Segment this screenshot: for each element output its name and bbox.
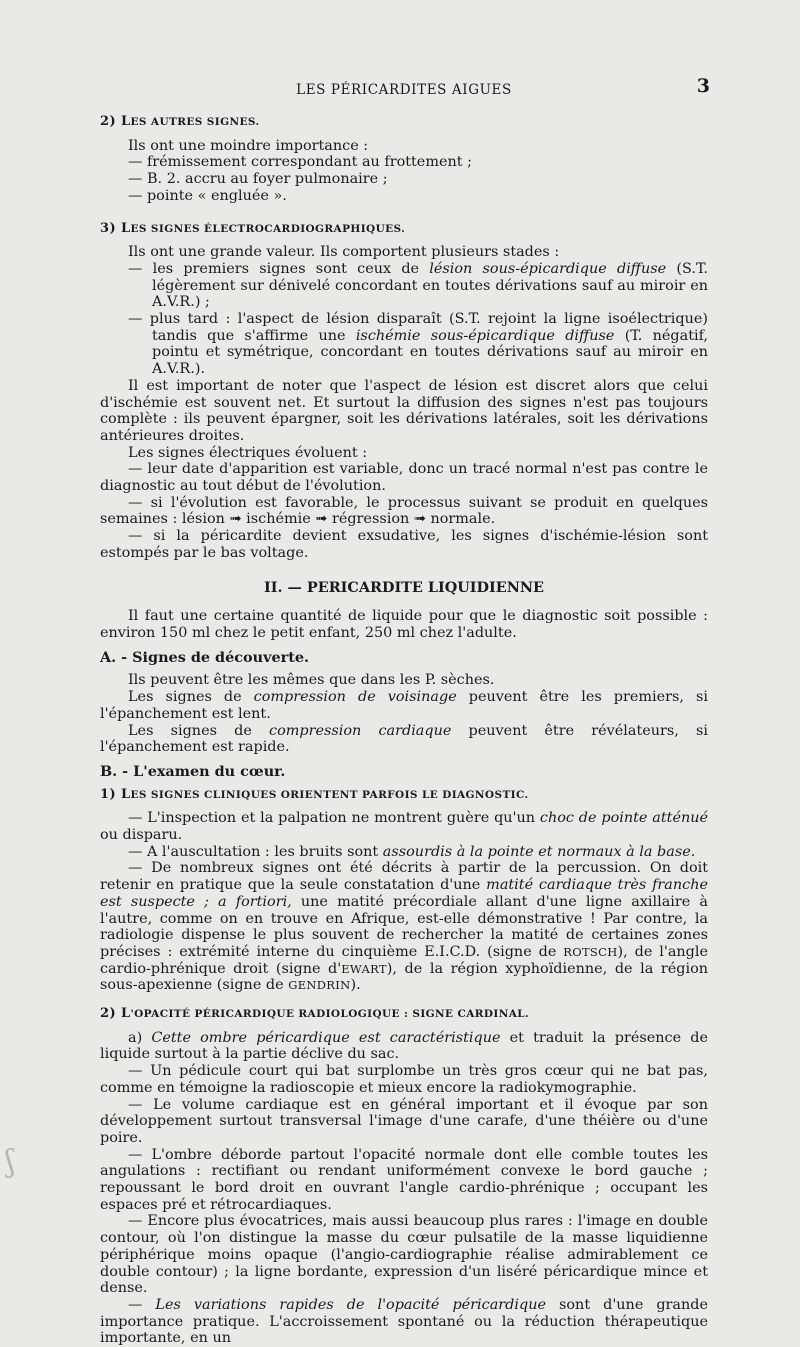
list-item: — les premiers signes sont ceux de lésion sous-épicardique diffuse (S.T. légèrement sur dénivelé concordant en toutes dérivations sauf au miroir en A.V.R.) ; bbox=[128, 260, 709, 311]
heading-examen-coeur: B. - L'examen du cœur. bbox=[100, 762, 286, 780]
paragraph: a) Cette ombre péricardique est caractéristique et traduit la présence de liquide surtout à la partie déclive du sac. bbox=[100, 1029, 708, 1063]
paragraph: Il est important de noter que l'aspect de lésion est discret alors que celui d'ischémie est souvent net. Et surtout la diffusion des signes n'est pas toujours complète : ils peuvent épargner, soit les dérivations latérales, soit les dérivations antérieures droites. bbox=[100, 377, 708, 444]
paragraph: Il faut une certaine quantité de liquide pour que le diagnostic soit possible : environ 150 ml chez le petit enfant, 250 ml chez l'adulte. bbox=[100, 608, 708, 641]
heading-signes-ecg: 3) LES SIGNES ÉLECTROCARDIOGRAPHIQUES. bbox=[100, 220, 406, 236]
paragraph: Ils peuvent être les mêmes que dans les P. sèches. bbox=[128, 672, 495, 689]
chapter-heading: II. — PERICARDITE LIQUIDIENNE bbox=[264, 578, 544, 596]
heading-opacite-pericardique: 2) L'OPACITÉ PÉRICARDIQUE RADIOLOGIQUE : SIGNE CARDINAL. bbox=[100, 1006, 530, 1022]
paragraph: — Encore plus évocatrices, mais aussi beaucoup plus rares : l'image en double contour, où l'on distingue la masse du cœur pulsatile de la masse liquidienne périphérique moins opaque (l'angio-cardiographie réalise admirablement ce double contour) ; la ligne bordante, expression d'un liséré péricardique mince et dense. bbox=[100, 1213, 708, 1297]
paragraph: — si l'évolution est favorable, le processus suivant se produit en quelques semaines : lésion ➟ ischémie ➟ régression ➟ normale. bbox=[100, 494, 708, 528]
paragraph: — leur date d'apparition est variable, donc un tracé normal n'est pas contre le diagnostic au tout début de l'évolution. bbox=[100, 461, 708, 495]
paragraph: Ils ont une moindre importance : bbox=[128, 137, 369, 154]
paragraph: — L'inspection et la palpation ne montrent guère qu'un choc de pointe atténué ou disparu. bbox=[100, 810, 709, 844]
heading-signes-decouverte: A. - Signes de découverte. bbox=[100, 648, 310, 666]
list-item: — plus tard : l'aspect de lésion disparaît (S.T. rejoint la ligne isoélectrique) tandis que s'affirme une ischémie sous-épicardique diffuse (T. négatif, pointu et symétrique, concordant en toutes dérivations sauf au miroir en A.V.R.). bbox=[128, 311, 709, 378]
paragraph: — Les variations rapides de l'opacité péricardique sont d'une grande importance pratique. L'accroissement spontané ou la réduction thérapeutique importante, en un bbox=[100, 1297, 709, 1347]
paragraph: Les signes de compression de voisinage peuvent être les premiers, si l'épanchement est lent. bbox=[100, 689, 708, 722]
paragraph: — L'ombre déborde partout l'opacité normale dont elle comble toutes les angulations : rectifiant ou rendant uniformément convexe le bord gauche ; repoussant le bord droit en ouvrant l'angle cardio-phrénique ; occupant les espaces pré et rétrocardiaques. bbox=[100, 1146, 708, 1213]
heading-signes-cliniques: 1) LES SIGNES CLINIQUES ORIENTENT PARFOIS LE DIAGNOSTIC. bbox=[100, 786, 529, 802]
running-title: LES PÉRICARDITES AIGUES bbox=[296, 82, 512, 98]
paragraph: — Le volume cardiaque est en général important et il évoque par son développement surtout transversal l'image d'une carafe, d'une théière ou d'une poire. bbox=[100, 1096, 708, 1146]
list-item: — pointe « engluée ». bbox=[128, 187, 287, 204]
margin-pencil-mark: ʃ bbox=[3, 1143, 17, 1180]
running-header bbox=[100, 75, 710, 100]
paragraph: — Un pédicule court qui bat surplombe un très gros cœur qui ne bat pas, comme en témoigne la radioscopie et mieux encore la radiokymographie. bbox=[100, 1063, 708, 1096]
paragraph: — A l'auscultation : les bruits sont assourdis à la pointe et normaux à la base. bbox=[128, 843, 696, 860]
list-item: — B. 2. accru au foyer pulmonaire ; bbox=[128, 171, 388, 188]
list-item: — frémissement correspondant au frottement ; bbox=[128, 154, 472, 171]
paragraph: Les signes de compression cardiaque peuvent être révélateurs, si l'épanchement est rapide. bbox=[100, 722, 709, 756]
paragraph: Les signes électriques évoluent : bbox=[128, 444, 368, 461]
page-number: 3 bbox=[696, 75, 710, 97]
paragraph: — De nombreux signes ont été décrits à partir de la percussion. On doit retenir en pratique que la seule constatation d'une matité cardiaque très franche est suspecte ; a fortiori, une matité précordiale allant d'une ligne axillaire à l'autre, comme on en trouve en Afrique, est-elle démonstrative ! Par contre, la radiologie dispense le plus souvent de rechercher la matité de certaines zones précises : extrémité interne du cinquième E.I.C.D. (signe de ROTSCH), de l'angle cardio-phrénique droit (signe d'EWART), de la région xyphoïdienne, de la région sous-apexienne (signe de GENDRIN). bbox=[100, 860, 709, 994]
heading-autres-signes: 2) LES AUTRES SIGNES. bbox=[100, 114, 260, 129]
paragraph: — si la péricardite devient exsudative, les signes d'ischémie-lésion sont estompés par le bas voltage. bbox=[100, 528, 708, 561]
paragraph: Ils ont une grande valeur. Ils comportent plusieurs stades : bbox=[128, 244, 560, 261]
